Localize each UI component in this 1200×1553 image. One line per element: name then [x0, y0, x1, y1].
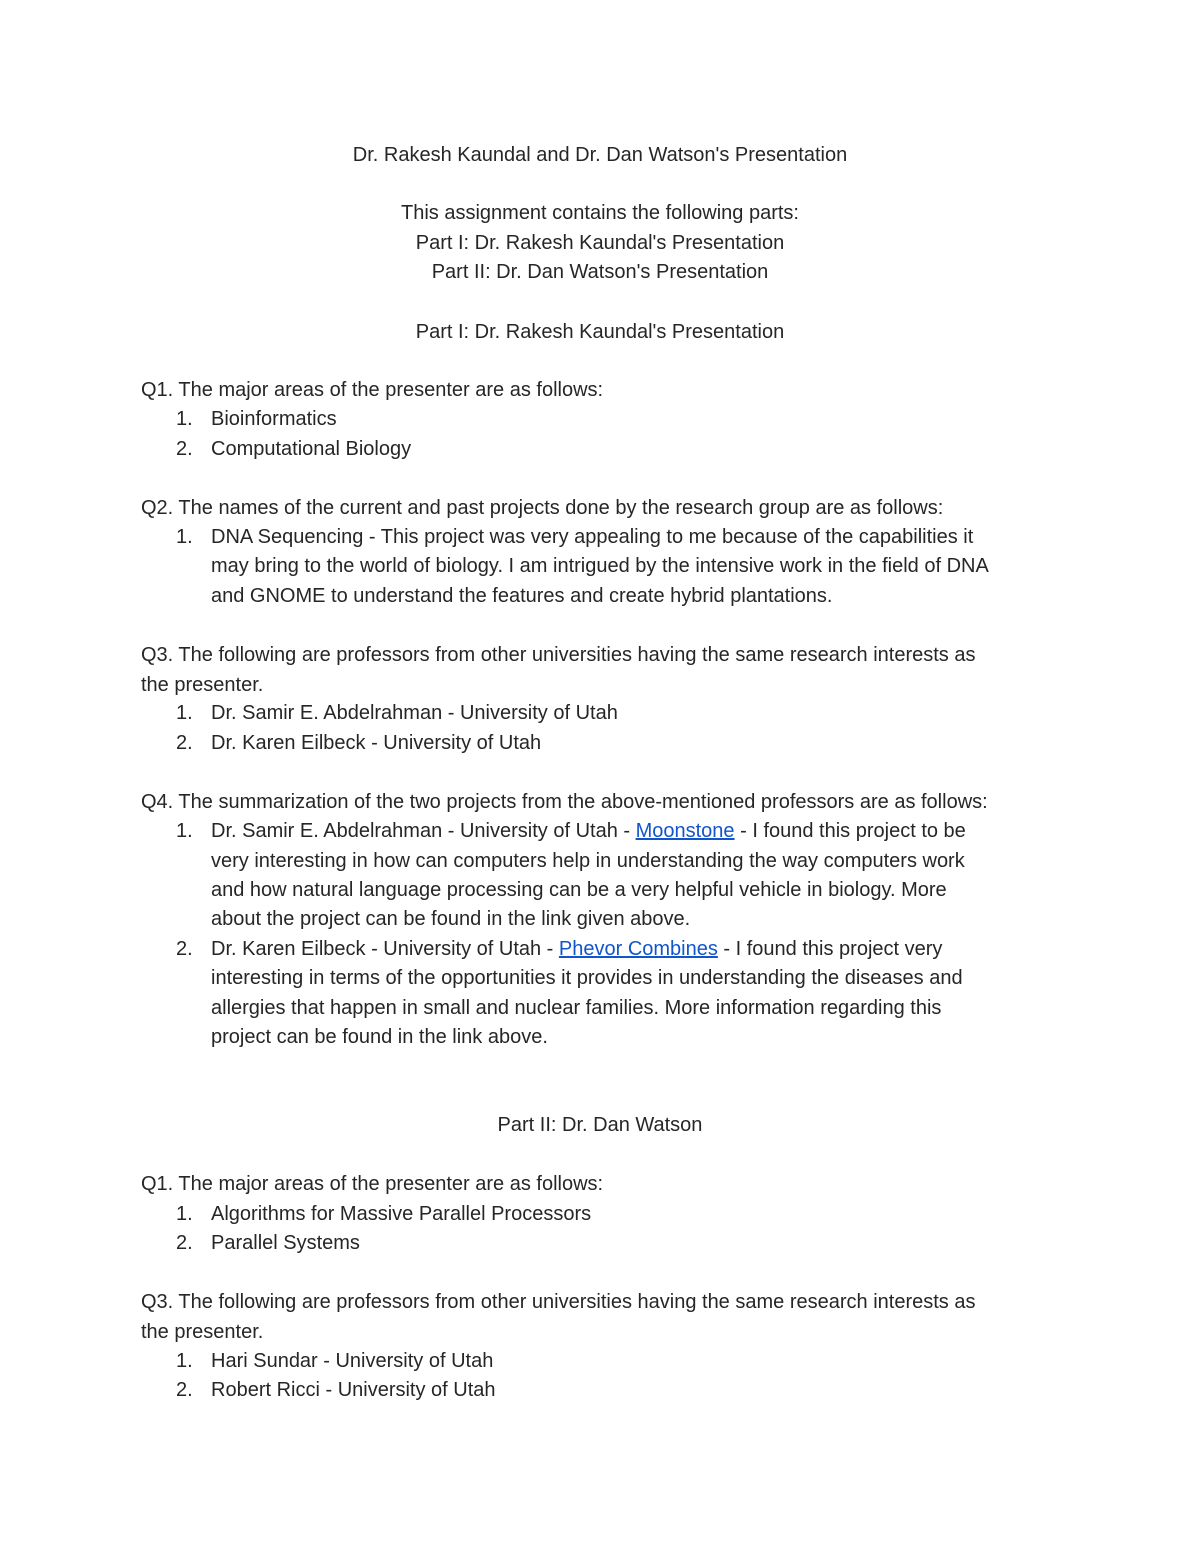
list-number: 1. [176, 820, 193, 842]
part1-q3-question-cont: the presenter. [141, 674, 264, 696]
part1-q4-question: Q4. The summarization of the two projects from the above-mentioned professors are as follows: [141, 791, 988, 813]
list-item: Hari Sundar - University of Utah [211, 1350, 494, 1372]
list-item-line: DNA Sequencing - This project was very appealing to me because of the capabilities it [211, 526, 974, 548]
intro-part2: Part II: Dr. Dan Watson's Presentation [431, 261, 769, 283]
part1-q2-question: Q2. The names of the current and past projects done by the research group are as follows: [141, 497, 944, 519]
list-item-prefix: Dr. Karen Eilbeck - University of Utah - [211, 938, 559, 960]
part2-q3-question-cont: the presenter. [141, 1321, 264, 1343]
list-number: 2. [176, 1379, 193, 1401]
list-number: 2. [176, 438, 193, 460]
list-number: 1. [176, 408, 193, 430]
part1-heading: Part I: Dr. Rakesh Kaundal's Presentation [415, 321, 785, 343]
list-item-suffix: - I found this project to be [734, 820, 966, 842]
intro-text: This assignment contains the following parts: [401, 202, 799, 224]
list-item-line: may bring to the world of biology. I am intrigued by the intensive work in the field of DNA [211, 555, 989, 577]
phevor-combines-link[interactable]: Phevor Combines [558, 938, 718, 960]
list-item-line: and GNOME to understand the features and create hybrid plantations. [211, 585, 833, 607]
list-item-line: about the project can be found in the link given above. [211, 908, 691, 930]
list-number: 1. [176, 1203, 193, 1225]
list-item: Parallel Systems [211, 1232, 360, 1254]
moonstone-link[interactable]: Moonstone [635, 820, 735, 842]
part2-q3-question: Q3. The following are professors from other universities having the same research interests as [141, 1291, 976, 1313]
list-item-line [211, 937, 942, 961]
part2-q1-question: Q1. The major areas of the presenter are as follows: [141, 1173, 604, 1195]
intro-part1: Part I: Dr. Rakesh Kaundal's Presentation [415, 232, 785, 254]
list-number: 2. [176, 732, 193, 754]
list-item: Algorithms for Massive Parallel Processors [211, 1203, 592, 1225]
list-item-prefix: Dr. Samir E. Abdelrahman - University of Utah - [211, 820, 636, 842]
list-item-line: and how natural language processing can be a very helpful vehicle in biology. More [211, 879, 947, 901]
document-title: Dr. Rakesh Kaundal and Dr. Dan Watson's Presentation [352, 144, 848, 166]
list-item-line: interesting in terms of the opportunities it provides in understanding the diseases and [211, 967, 963, 989]
list-number: 1. [176, 526, 193, 548]
list-item-line: allergies that happen in small and nuclear families. More information regarding this [211, 997, 942, 1019]
part1-q3-question: Q3. The following are professors from other universities having the same research interests as [141, 644, 976, 666]
list-item: Dr. Karen Eilbeck - University of Utah [211, 732, 542, 754]
list-item-line: project can be found in the link above. [211, 1026, 548, 1048]
part1-q1-question: Q1. The major areas of the presenter are as follows: [141, 379, 604, 401]
list-item: Bioinformatics [211, 408, 337, 430]
list-number: 1. [176, 702, 193, 724]
list-item: Computational Biology [211, 438, 412, 460]
list-number: 2. [176, 1232, 193, 1254]
list-item: Dr. Samir E. Abdelrahman - University of Utah [211, 702, 618, 724]
list-item-line [211, 819, 966, 843]
list-item-line: very interesting in how can computers help in understanding the way computers work [211, 850, 965, 872]
list-number: 2. [176, 938, 193, 960]
list-item: Robert Ricci - University of Utah [211, 1379, 496, 1401]
list-number: 1. [176, 1350, 193, 1372]
list-item-suffix: - I found this project very [717, 938, 943, 960]
part2-heading: Part II: Dr. Dan Watson [497, 1114, 703, 1136]
